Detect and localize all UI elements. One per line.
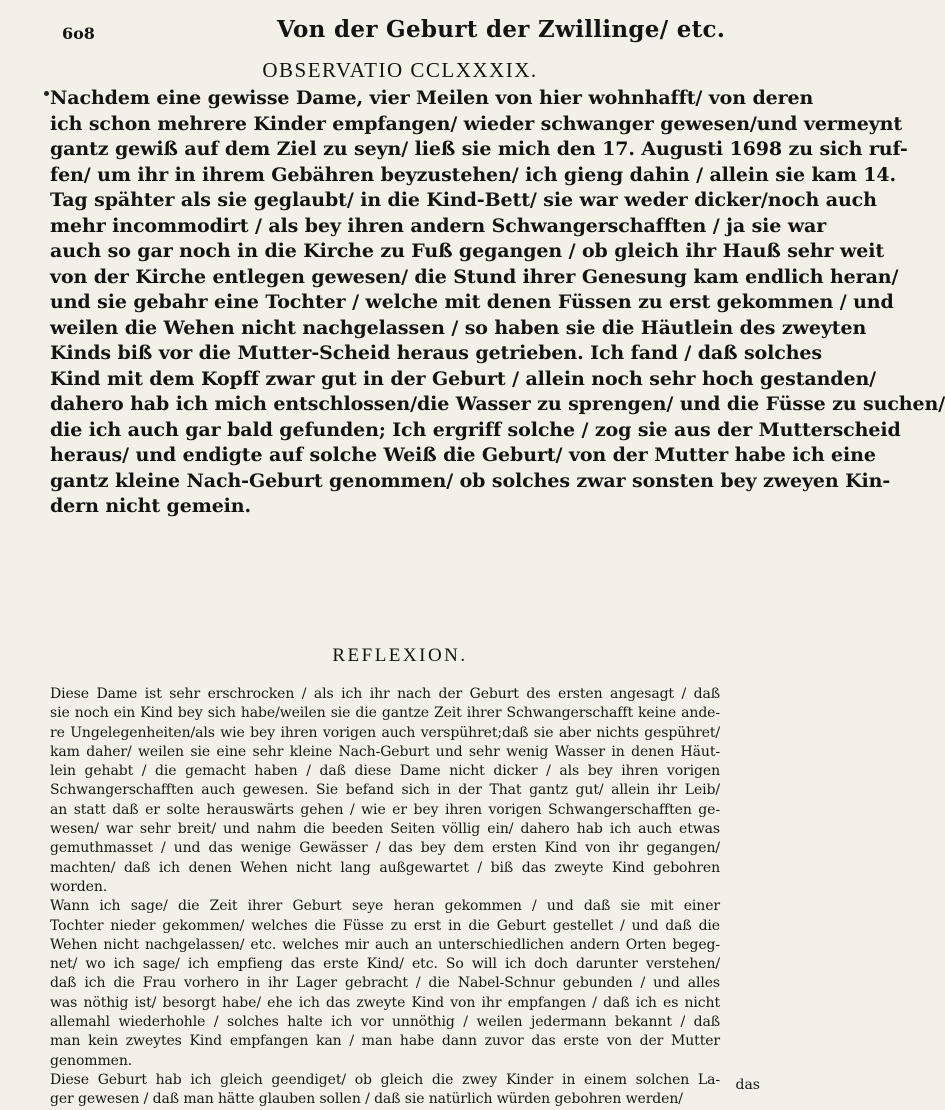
observation-text-line: auch so gar noch in die Kirche zu Fuß gegangen / ob gleich ihr Hauß sehr weit: [50, 240, 884, 262]
reflexion-text-line: man kein zweytes Kind empfangen kan / man habe dann zuvor das erste von der Mutter: [50, 1033, 720, 1050]
reflexion-text-line: re Ungelegenheiten/als wie bey ihren vorigen auch verspühret;daß sie aber nichts gespühret/: [50, 724, 720, 741]
observation-text-line: Kinds biß vor die Mutter-Scheid heraus getrieben. Ich fand / daß solches: [50, 342, 823, 364]
reflexion-text-line: allemahl wiederhohle / solches halte ich vor unnöthig / weilen jedermann bekannt / daß: [50, 1014, 720, 1031]
catchword: das: [735, 1077, 760, 1093]
reflexion-text-line: lein gehabt / die gemacht haben / daß diese Dame nicht dicker / als bey ihren vorigen: [50, 763, 720, 780]
observation-text-line: dahero hab ich mich entschlossen/die Wasser zu sprengen/ und die Füsse zu suchen/: [50, 393, 945, 415]
reflexion-text-line: sie noch ein Kind bey sich habe/weilen sie die gantze Zeit ihrer Schwangerschafft keine ande-: [50, 705, 720, 722]
reflexion-text-line: Wann ich sage/ die Zeit ihrer Geburt seye heran gekommen / und daß sie mit einer: [50, 898, 720, 915]
observation-text-line: und sie gebahr eine Tochter / welche mit denen Füssen zu erst gekommen / und: [50, 291, 894, 313]
reflexion-text-line: Tochter nieder gekommen/ welches die Füsse zu erst in die Geburt gestellet / und daß die: [50, 917, 720, 934]
observation-text-line: dern nicht gemein.: [50, 495, 252, 517]
observation-text-line: heraus/ und endigte auf solche Weiß die Geburt/ von der Mutter habe ich eine: [50, 444, 876, 466]
reflexion-text-line: machten/ daß ich denen Wehen nicht lang außgewartet / biß das zweyte Kind gebohren: [50, 859, 720, 876]
reflexion-text-line: wesen/ war sehr breit/ und nahm die beeden Seiten völlig ein/ dahero hab ich auch etwas: [50, 821, 720, 838]
reflexion-text-line: ger gewesen / daß man hätte glauben sollen / daß sie natürlich würden gebohren werden/: [50, 1091, 683, 1108]
observation-text-line: Kind mit dem Kopff zwar gut in der Geburt / allein noch sehr hoch gestanden/: [50, 367, 877, 390]
reflexion-text-line: an statt daß er solte herauswärts gehen / wie er bey ihren vorigen Schwangerschafften ge-: [50, 801, 720, 818]
reflexion-text-line: gemuthmasset / und das wenige Gewässer / das bey dem ersten Kind von ihr gegangen/: [50, 840, 720, 857]
observation-text-line: weilen die Wehen nicht nachgelassen / so haben sie die Häutlein des zweyten: [50, 316, 867, 339]
observation-text-line: Tag spähter als sie geglaubt/ in die Kind-Bett/ sie war weder dicker/noch auch: [50, 189, 877, 211]
observation-text-line: ich schon mehrere Kinder empfangen/ wieder schwanger gewesen/und vermeynt: [50, 112, 903, 135]
page-number: 6o8: [62, 24, 95, 43]
observation-text-line: Nachdem eine gewisse Dame, vier Meilen von hier wohnhafft/ von deren: [50, 87, 814, 109]
reflexion-text-line: daß ich die Frau vorhero in ihr Lager gebracht / die Nabel-Schnur gebunden / und alles: [50, 975, 720, 992]
reflexion-text-line: Diese Dame ist sehr erschrocken / als ich ihr nach der Geburt des ersten angesagt / daß: [50, 686, 720, 702]
observation-body: [50, 86, 945, 520]
reflexion-body: [50, 685, 720, 1110]
observation-text-line: gantz gewiß auf dem Ziel zu seyn/ ließ sie mich den 17. Augusti 1698 zu sich ruf-: [50, 138, 908, 160]
observation-text-line: fen/ um ihr in ihrem Gebähren beyzustehen/ ich gieng dahin / allein sie kam 14.: [50, 163, 896, 186]
reflexion-text-line: was nöthig ist/ besorgt habe/ ehe ich das zweyte Kind von ihr empfangen / daß ich es nicht: [50, 994, 720, 1011]
observation-text-line: gantz kleine Nach-Geburt genommen/ ob solches zwar sonsten bey zweyen Kin-: [50, 469, 891, 492]
reflexion-text-line: Diese Geburt hab ich gleich geendiget/ ob gleich die zwey Kinder in einem solchen La-: [50, 1071, 720, 1088]
reflexion-text-line: genommen.: [50, 1052, 133, 1069]
reflexion-text-line: Wehen nicht nachgelassen/ etc. welches mir auch an unterschiedlichen andern Orten begeg-: [50, 936, 720, 953]
observation-text-line: von der Kirche entlegen gewesen/ die Stund ihrer Genesung kam endlich heran/: [50, 265, 899, 288]
margin-bullet: [44, 91, 49, 96]
reflexion-title: REFLEXION.: [332, 645, 468, 666]
running-head: Von der Geburt der Zwillinge/ etc.: [277, 16, 726, 43]
observation-text-line: die ich auch gar bald gefunden; Ich ergriff solche / zog sie aus der Mutterscheid: [50, 418, 901, 441]
observation-title: OBSERVATIO CCLXXXIX.: [262, 58, 538, 82]
reflexion-text-line: net/ wo ich sage/ ich empfieng das erste Kind/ etc. So will ich doch darunter verstehen/: [50, 956, 720, 973]
observation-text-line: mehr incommodirt / als bey ihren andern Schwangerschafften / ja sie war: [50, 214, 827, 237]
reflexion-text-line: worden.: [50, 878, 108, 895]
reflexion-text-line: kam daher/ weilen sie eine sehr kleine Nach-Geburt und sehr wenig Wasser in denen Häut-: [50, 743, 720, 760]
reflexion-text-line: Schwangerschafften auch gewesen. Sie befand sich in der That gantz gut/ allein ihr Leib/: [50, 782, 720, 799]
page-header: [62, 12, 762, 52]
